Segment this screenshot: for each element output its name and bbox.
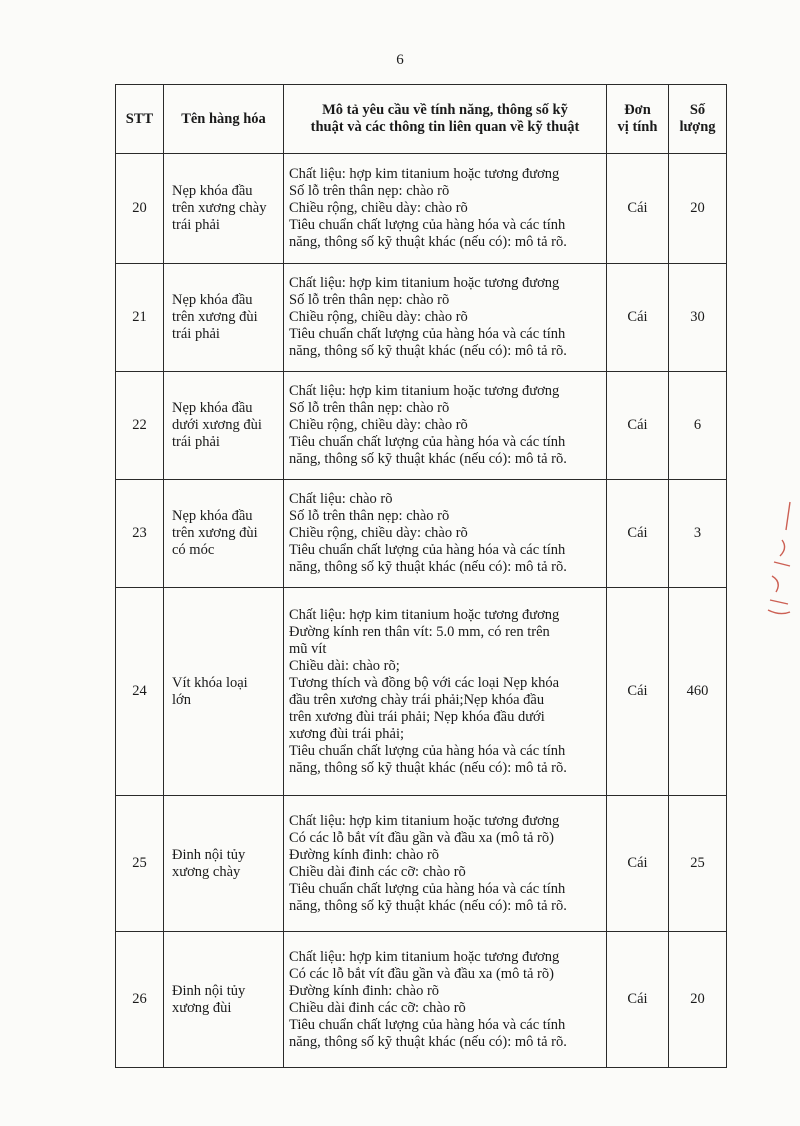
cell-stt: 23 (116, 480, 164, 588)
item-name-line: lớn (172, 691, 191, 708)
item-name-line: Nẹp khóa đầu (172, 508, 253, 524)
cell-description (284, 264, 607, 372)
description-line: Tương thích và đồng bộ với các loại Nẹp khóa (289, 674, 560, 691)
item-name-line: Đinh nội tủy (172, 846, 246, 863)
description-line: Chất liệu: hợp kim titanium hoặc tương đương (289, 383, 560, 399)
item-name-line: trái phải (172, 326, 220, 342)
cell-stt: 21 (116, 264, 164, 372)
item-name-line: Vít khóa loại (172, 674, 248, 691)
cell-quantity: 6 (669, 372, 727, 480)
item-name-line: Đinh nội tủy (172, 982, 246, 999)
description-line: Chiều rộng, chiều dày: chào rõ (289, 525, 468, 541)
table-row (116, 480, 727, 588)
cell-quantity: 20 (669, 932, 727, 1068)
cell-item-name (164, 932, 284, 1068)
cell-description (284, 932, 607, 1068)
header-quantity-line: lượng (679, 119, 716, 135)
description-line: Tiêu chuẩn chất lượng của hàng hóa và các tính (289, 434, 566, 450)
cell-stt: 20 (116, 154, 164, 264)
description-line: Số lỗ trên thân nẹp: chào rõ (289, 400, 450, 416)
description-line: năng, thông số kỹ thuật khác (nếu có): mô tả rõ. (289, 759, 567, 776)
header-unit-line: vị tính (617, 119, 658, 135)
cell-quantity: 3 (669, 480, 727, 588)
description-line: năng, thông số kỹ thuật khác (nếu có): mô tả rõ. (289, 234, 567, 250)
header-description-line: Mô tả yêu cầu về tính năng, thông số kỹ (322, 102, 568, 118)
table-header-row (116, 85, 727, 154)
description-line: năng, thông số kỹ thuật khác (nếu có): mô tả rõ. (289, 1033, 567, 1050)
cell-item-name (164, 480, 284, 588)
description-line: Chất liệu: hợp kim titanium hoặc tương đương (289, 948, 560, 965)
description-line: Chất liệu: hợp kim titanium hoặc tương đương (289, 606, 560, 623)
cell-description (284, 796, 607, 932)
cell-description (284, 480, 607, 588)
description-line: mũ vít (289, 640, 327, 657)
table-row (116, 154, 727, 264)
item-name-line: dưới xương đùi (172, 417, 262, 433)
description-line: năng, thông số kỹ thuật khác (nếu có): mô tả rõ. (289, 343, 567, 359)
description-line: Tiêu chuẩn chất lượng của hàng hóa và các tính (289, 542, 566, 558)
margin-signature-mark (760, 500, 800, 620)
cell-quantity: 30 (669, 264, 727, 372)
description-line: Số lỗ trên thân nẹp: chào rõ (289, 183, 450, 199)
description-line: Chất liệu: hợp kim titanium hoặc tương đương (289, 275, 560, 291)
cell-unit: Cái (607, 264, 669, 372)
cell-unit: Cái (607, 796, 669, 932)
cell-stt: 25 (116, 796, 164, 932)
header-stt: STT (116, 85, 164, 154)
table-row (116, 588, 727, 796)
cell-stt: 26 (116, 932, 164, 1068)
page-number: 6 (396, 52, 404, 68)
item-name-line: trên xương chày (172, 200, 267, 216)
header-unit (607, 85, 669, 154)
description-line: Chiều rộng, chiều dày: chào rõ (289, 200, 468, 216)
table-row (116, 932, 727, 1068)
description-line: Chất liệu: hợp kim titanium hoặc tương đương (289, 812, 560, 829)
cell-item-name (164, 372, 284, 480)
cell-unit: Cái (607, 932, 669, 1068)
cell-item-name (164, 154, 284, 264)
description-line: Tiêu chuẩn chất lượng của hàng hóa và các tính (289, 326, 566, 342)
description-line: Đường kính ren thân vít: 5.0 mm, có ren trên (289, 623, 550, 640)
description-line: Chiều dài đinh các cỡ: chào rõ (289, 999, 466, 1016)
cell-description (284, 154, 607, 264)
item-name-line: xương chày (172, 863, 241, 880)
cell-item-name (164, 588, 284, 796)
cell-quantity: 25 (669, 796, 727, 932)
cell-unit: Cái (607, 480, 669, 588)
description-line: Đường kính đinh: chào rõ (289, 846, 440, 863)
header-description-line: thuật và các thông tin liên quan về kỹ thuật (310, 119, 580, 135)
item-name-line: trên xương đùi (172, 309, 258, 325)
description-line: Chiều dài đinh các cỡ: chào rõ (289, 863, 466, 880)
item-name-line: trái phải (172, 434, 220, 450)
description-line: Có các lỗ bắt vít đầu gần và đầu xa (mô tả rõ) (289, 829, 554, 846)
table-row (116, 372, 727, 480)
description-line: Chất liệu: hợp kim titanium hoặc tương đương (289, 166, 560, 182)
description-line: Đường kính đinh: chào rõ (289, 982, 440, 999)
description-line: Số lỗ trên thân nẹp: chào rõ (289, 292, 450, 308)
header-description (284, 85, 607, 154)
description-line: Tiêu chuẩn chất lượng của hàng hóa và các tính (289, 217, 566, 233)
cell-unit: Cái (607, 154, 669, 264)
cell-unit: Cái (607, 372, 669, 480)
header-unit-line: Đơn (624, 102, 651, 118)
item-name-line: trái phải (172, 217, 220, 233)
description-line: xương đùi trái phải; (289, 725, 404, 742)
description-line: trên xương đùi trái phải; Nẹp khóa đầu dưới (289, 708, 545, 725)
item-name-line: trên xương đùi (172, 525, 258, 541)
cell-description (284, 372, 607, 480)
cell-item-name (164, 796, 284, 932)
description-line: năng, thông số kỹ thuật khác (nếu có): mô tả rõ. (289, 559, 567, 575)
header-name: Tên hàng hóa (164, 85, 284, 154)
description-line: Chiều dài: chào rõ; (289, 657, 400, 674)
cell-quantity: 20 (669, 154, 727, 264)
description-line: năng, thông số kỹ thuật khác (nếu có): mô tả rõ. (289, 897, 567, 914)
table-row (116, 264, 727, 372)
description-line: Tiêu chuẩn chất lượng của hàng hóa và các tính (289, 880, 566, 897)
header-quantity-line: Số (689, 102, 706, 118)
item-name-line: xương đùi (172, 999, 232, 1016)
cell-quantity: 460 (669, 588, 727, 796)
description-line: Có các lỗ bắt vít đầu gần và đầu xa (mô tả rõ) (289, 965, 554, 982)
description-line: đầu trên xương chày trái phải;Nẹp khóa đầu (289, 691, 545, 708)
cell-item-name (164, 264, 284, 372)
description-line: Tiêu chuẩn chất lượng của hàng hóa và các tính (289, 1016, 566, 1033)
item-name-line: có móc (172, 542, 215, 558)
description-line: Chiều rộng, chiều dày: chào rõ (289, 417, 468, 433)
cell-description (284, 588, 607, 796)
item-name-line: Nẹp khóa đầu (172, 400, 253, 416)
description-line: Tiêu chuẩn chất lượng của hàng hóa và các tính (289, 742, 566, 759)
description-line: Chất liệu: chào rõ (289, 491, 393, 507)
description-line: năng, thông số kỹ thuật khác (nếu có): mô tả rõ. (289, 451, 567, 467)
table-row (116, 796, 727, 932)
cell-stt: 22 (116, 372, 164, 480)
item-name-line: Nẹp khóa đầu (172, 183, 253, 199)
goods-spec-table (115, 84, 727, 1068)
cell-stt: 24 (116, 588, 164, 796)
header-quantity (669, 85, 727, 154)
description-line: Số lỗ trên thân nẹp: chào rõ (289, 508, 450, 524)
item-name-line: Nẹp khóa đầu (172, 292, 253, 308)
description-line: Chiều rộng, chiều dày: chào rõ (289, 309, 468, 325)
cell-unit: Cái (607, 588, 669, 796)
